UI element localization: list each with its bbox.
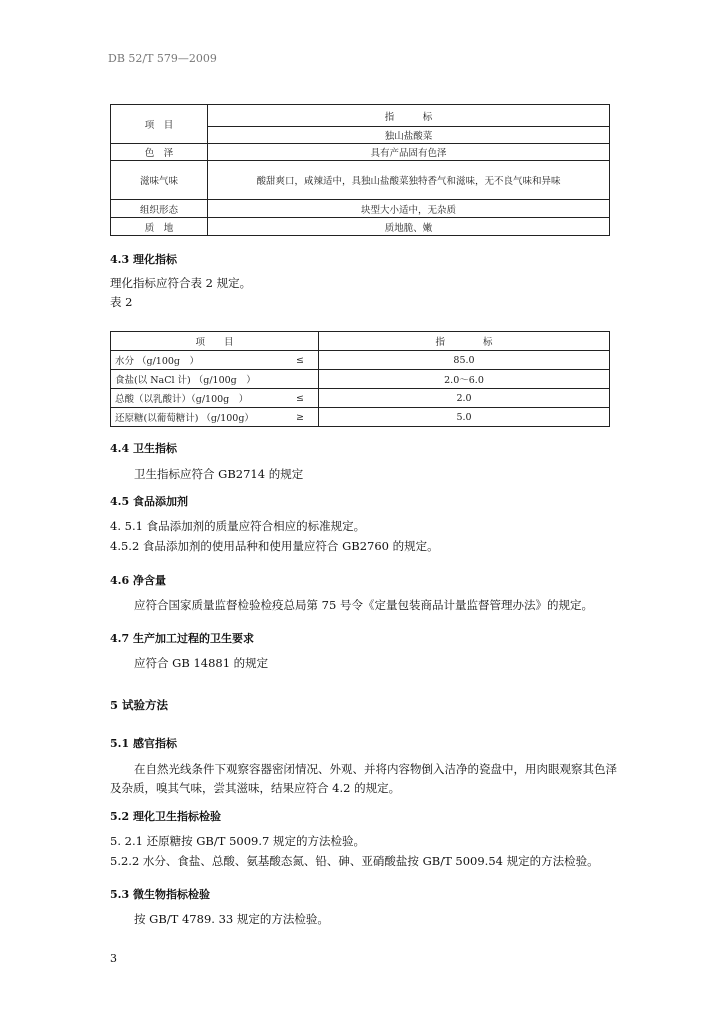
table-cell: 色 泽 xyxy=(111,144,208,161)
table-cell: 85.0 xyxy=(319,351,610,370)
table-header-index: 指 标 xyxy=(208,105,610,127)
section-heading: 4.5 食品添加剂 xyxy=(110,495,188,508)
paragraph: 4.5.2 食品添加剂的使用品种和使用量应符合 GB2760 的规定。 xyxy=(110,539,439,553)
table-cell: 水分 （g/100g ） xyxy=(111,351,265,370)
section-heading: 4.4 卫生指标 xyxy=(110,442,177,455)
table-row xyxy=(111,200,610,218)
table-cell: ≤ xyxy=(264,389,319,408)
section-heading: 5.3 微生物指标检验 xyxy=(110,888,210,901)
paragraph: 卫生指标应符合 GB2714 的规定 xyxy=(134,467,304,481)
table-cell xyxy=(264,370,319,389)
table-row xyxy=(111,370,610,389)
chapter-heading: 5 试验方法 xyxy=(110,698,169,712)
section-heading: 4.3 理化指标 xyxy=(110,253,177,266)
section-heading: 5.2 理化卫生指标检验 xyxy=(110,810,221,823)
paragraph: 应符合 GB 14881 的规定 xyxy=(134,656,269,670)
table-cell: 食盐(以 NaCl 计) （g/100g ） xyxy=(111,370,265,389)
paragraph: 按 GB/T 4789. 33 规定的方法检验。 xyxy=(134,912,329,926)
paragraph: 5.2.2 水分、食盐、总酸、氨基酸态氮、铅、砷、亚硝酸盐按 GB/T 5009.54 规定的方法检验。 xyxy=(110,854,599,868)
table-cell: 块型大小适中，无杂质 xyxy=(208,200,610,218)
sensory-table xyxy=(110,104,610,236)
table-cell: 还原糖(以葡萄糖计) （g/100g） xyxy=(111,408,265,427)
table-cell: 组织形态 xyxy=(111,200,208,218)
paragraph: 5. 2.1 还原糖按 GB/T 5009.7 规定的方法检验。 xyxy=(110,834,365,848)
table-cell: 2.0 xyxy=(319,389,610,408)
table-row xyxy=(111,161,610,200)
section-heading: 5.1 感官指标 xyxy=(110,737,177,750)
table-cell: ≥ xyxy=(264,408,319,427)
table-cell: 具有产品固有色泽 xyxy=(208,144,610,161)
page-number: 3 xyxy=(110,952,117,965)
paragraph: 4. 5.1 食品添加剂的质量应符合相应的标准规定。 xyxy=(110,519,366,533)
table-row xyxy=(111,389,610,408)
table-row xyxy=(111,218,610,236)
table-header-product: 独山盐酸菜 xyxy=(208,127,610,144)
section-heading: 4.6 净含量 xyxy=(110,574,166,587)
document-id: DB 52/T 579—2009 xyxy=(108,52,217,65)
table-caption: 表 2 xyxy=(110,295,133,309)
table-cell: ≤ xyxy=(264,351,319,370)
section-heading: 4.7 生产加工过程的卫生要求 xyxy=(110,632,254,645)
table-header-item: 项 目 xyxy=(111,105,208,144)
table-cell: 2.0～6.0 xyxy=(319,370,610,389)
table-cell: 质地脆、嫩 xyxy=(208,218,610,236)
table-row xyxy=(111,351,610,370)
table-header-index: 指 标 xyxy=(319,332,610,351)
paragraph: 理化指标应符合表 2 规定。 xyxy=(110,276,252,290)
table-cell: 总酸（以乳酸计）（g/100g ） xyxy=(111,389,265,408)
table-cell: 质 地 xyxy=(111,218,208,236)
table-cell: 5.0 xyxy=(319,408,610,427)
table-row xyxy=(111,408,610,427)
table-cell: 滋味气味 xyxy=(111,161,208,200)
paragraph: 在自然光线条件下观察容器密闭情况、外观、并将内容物倒入洁净的瓷盘中，用肉眼观察其色泽及杂质，嗅其气味，尝其滋味，结果应符合 4.2 的规定。 xyxy=(110,762,617,795)
physicochemical-table xyxy=(110,331,610,427)
table-row xyxy=(111,144,610,161)
table-header-item: 项 目 xyxy=(111,332,319,351)
paragraph: 应符合国家质量监督检验检疫总局第 75 号令《定量包装商品计量监督管理办法》的规定。 xyxy=(134,598,593,612)
table-cell: 酸甜爽口，咸辣适中，具独山盐酸菜独特香气和滋味，无不良气味和异味 xyxy=(208,161,610,200)
